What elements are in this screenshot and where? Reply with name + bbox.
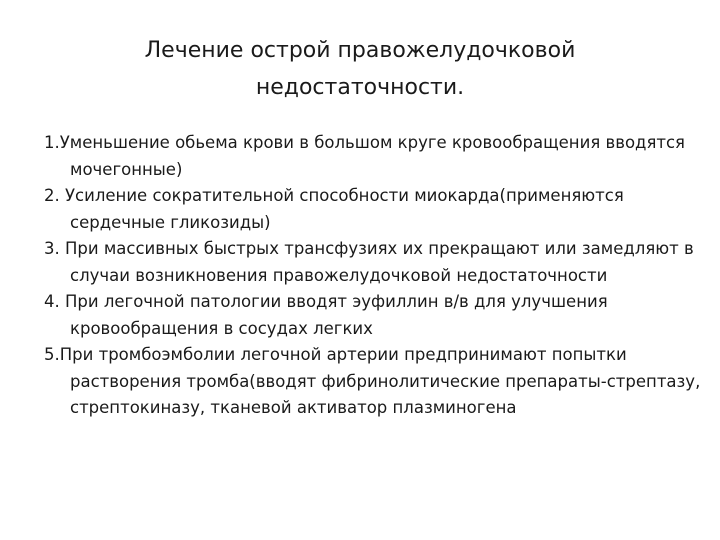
slide-body bbox=[44, 130, 704, 422]
slide-title-line-2: недостаточности. bbox=[255, 75, 465, 100]
list-item-2: 2. Усиление сократительной способности миокарда(применяются сердечные гликозиды) bbox=[44, 186, 624, 232]
list-item-1: 1.Уменьшение обьема крови в большом круге кровообращения вводятся мочегонные) bbox=[44, 133, 685, 179]
list-item-3: 3. При массивных быстрых трансфузиях их прекращают или замедляют в случаи возникновения правожелудочковой недостаточности bbox=[44, 239, 694, 285]
list-item-5: 5.При тромбоэмболии легочной артерии предпринимают попытки растворения тромба(вводят фибринолитические препараты-стрептазу, стрептокиназу, тканевой активатор плазминогена bbox=[44, 345, 701, 417]
slide-title bbox=[60, 32, 660, 106]
list-item-4: 4. При легочной патологии вводят эуфиллин в/в для улучшения кровообращения в сосудах легких bbox=[44, 292, 608, 338]
slide-title-line-1: Лечение острой правожелудочковой bbox=[144, 38, 576, 63]
